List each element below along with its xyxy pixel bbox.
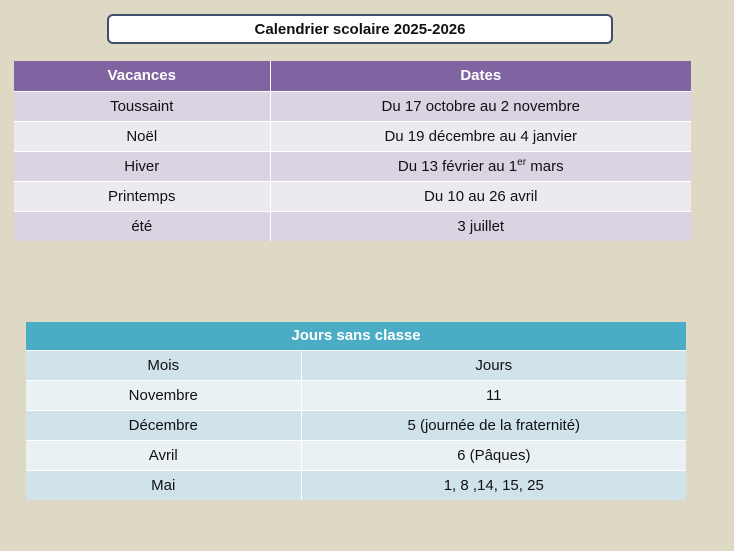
table-header-row <box>26 350 686 380</box>
mois-cell: Novembre <box>26 380 301 410</box>
mois-cell: Décembre <box>26 410 301 440</box>
column-header-jours: Jours <box>301 350 686 380</box>
table-row <box>14 211 691 241</box>
jours-cell: 6 (Pâques) <box>301 440 686 470</box>
jours-cell: 5 (journée de la fraternité) <box>301 410 686 440</box>
table-row <box>26 410 686 440</box>
table-row <box>26 380 686 410</box>
vacances-name-cell: Hiver <box>14 151 270 181</box>
vacances-name-cell: Toussaint <box>14 91 270 121</box>
dates-superscript: er <box>517 156 527 168</box>
vacances-dates-cell: Du 17 octobre au 2 novembre <box>270 91 691 121</box>
table-row <box>26 470 686 500</box>
vacances-name-cell: été <box>14 211 270 241</box>
table-row <box>14 181 691 211</box>
table-row <box>14 151 691 181</box>
vacances-name-cell: Noël <box>14 121 270 151</box>
jours-sans-classe-table <box>26 322 686 500</box>
jours-cell: 1, 8 ,14, 15, 25 <box>301 470 686 500</box>
mois-cell: Avril <box>26 440 301 470</box>
column-header-mois: Mois <box>26 350 301 380</box>
column-header-dates: Dates <box>270 61 691 91</box>
vacances-dates-cell: 3 juillet <box>270 211 691 241</box>
mois-cell: Mai <box>26 470 301 500</box>
table-row <box>14 121 691 151</box>
vacances-dates-cell: Du 10 au 26 avril <box>270 181 691 211</box>
vacances-table <box>14 61 691 241</box>
page-title: Calendrier scolaire 2025-2026 <box>107 14 613 44</box>
table-header-row <box>14 61 691 91</box>
dates-text: Du 13 février au 1 <box>397 157 518 175</box>
table-row <box>14 91 691 121</box>
vacances-dates-cell <box>270 151 691 181</box>
jours-table-title: Jours sans classe <box>26 322 686 350</box>
vacances-name-cell: Printemps <box>14 181 270 211</box>
vacances-dates-cell: Du 19 décembre au 4 janvier <box>270 121 691 151</box>
table-title-row <box>26 322 686 350</box>
column-header-vacances: Vacances <box>14 61 270 91</box>
table-row <box>26 440 686 470</box>
jours-cell: 11 <box>301 380 686 410</box>
dates-text: mars <box>526 157 564 175</box>
